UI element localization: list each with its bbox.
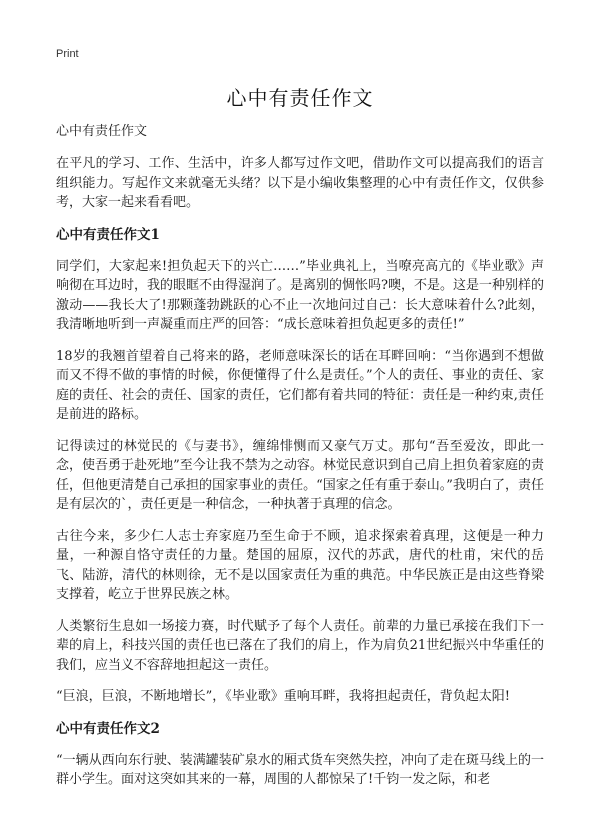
section-1-paragraph-6: “巨浪，巨浪，不断地增长”，《毕业歌》重响耳畔，我将担起责任，背负起太阳! [56,689,511,704]
section-2-paragraph-1: “一辆从西向东行驶、装满罐装矿泉水的厢式货车突然失控，冲向了走在斑马线上的一群小学生。面对这突如其来的一幕，周围的人都惊呆了!千钧一发之际，和老 [56,752,544,787]
article-body [56,122,544,802]
article-subtitle: 心中有责任作文 [56,124,148,139]
section-1-paragraph-3: 记得读过的林觉民的《与妻书》，缠绵悱恻而又豪气万丈。那句“吾至爱汝，即此一念，使吾勇于赴死地”至今让我不禁为之动容。林觉民意识到自己肩上担负着家庭的责任，但他更清楚自己承担的国家事业的责任。“国家之任有重于泰山。”我明白了，责任是有层次的`，责任更是一种信念，一种执著于真理的信念。 [56,438,544,512]
section-1-paragraph-5: 人类繁衍生息如一场接力赛，时代赋予了每个人责任。前辈的力量已承接在我们下一辈的肩上，科技兴国的责任也已落在了我们的肩上，作为肩负21世纪振兴中华重任的我们，应当义不容辞地担起这一责任。 [56,618,544,673]
section-heading-1: 心中有责任作文1 [56,226,160,243]
page-title: 心中有责任作文 [226,86,374,110]
section-heading-2: 心中有责任作文2 [56,720,160,737]
print-link[interactable]: Print [56,48,79,60]
section-1-paragraph-2: 18岁的我翘首望着自己将来的路，老师意味深长的话在耳畔回响：“当你遇到不想做而又不得不做的事情的时候，你便懂得了什么是责任。”个人的责任、事业的责任、家庭的责任、社会的责任、国家的责任，它们都有着共同的特征：责任是一种约束,责任是前进的路标。 [56,348,544,422]
intro-paragraph: 在平凡的学习、工作、生活中，许多人都写过作文吧，借助作文可以提高我们的语言组织能力。写起作文来就毫无头绪？以下是小编收集整理的心中有责任作文，仅供参考，大家一起来看看吧。 [56,156,544,210]
section-1-paragraph-1: 同学们，大家起来!担负起天下的兴亡……”毕业典礼上，当嘹亮高亢的《毕业歌》声响彻在耳边时，我的眼眶不由得湿润了。是离别的惆怅吗?噢，不是。这是一种别样的激动——我长大了!那颗蓬勃跳跃的心不止一次地问过自己：长大意味着什么?此刻，我清晰地听到一声凝重而庄严的回答：“成长意味着担负起更多的责任!” [56,258,544,332]
section-1-paragraph-4: 古往今来，多少仁人志士弃家庭乃至生命于不顾，追求探索着真理，这便是一种力量，一种源自恪守责任的力量。楚国的屈原，汉代的苏武，唐代的杜甫，宋代的岳飞、陆游，清代的林则徐，无不是以国家责任为重的典范。中华民族正是由这些脊梁支撑着，屹立于世界民族之林。 [56,528,544,602]
